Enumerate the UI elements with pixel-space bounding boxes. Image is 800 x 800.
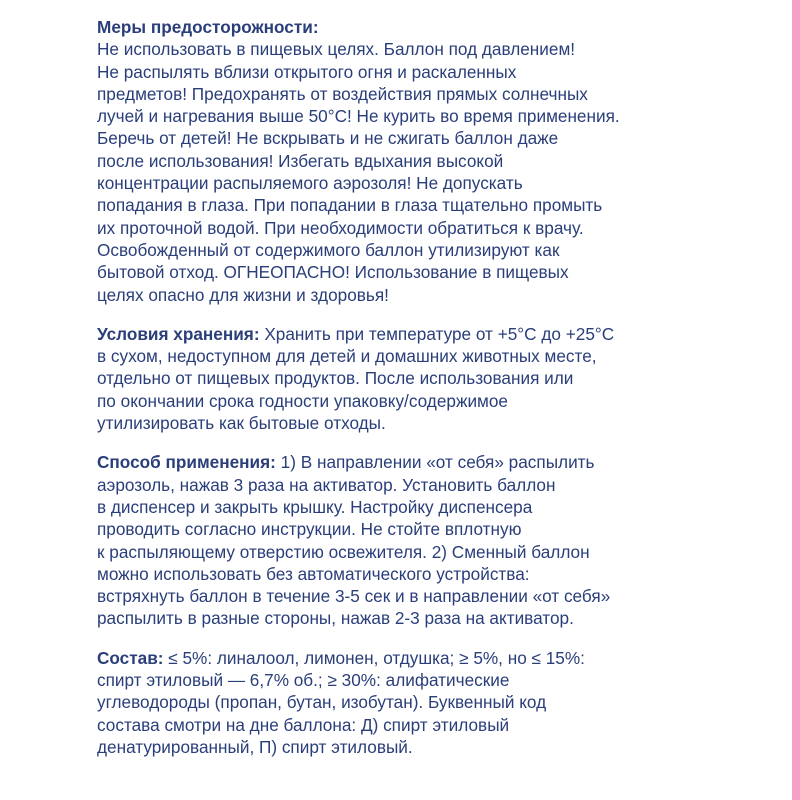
storage-section	[97, 323, 687, 434]
storage-first-line	[97, 323, 687, 345]
composition-line: углеводороды (пропан, бутан, изобутан). Буквенный код	[97, 692, 547, 713]
precautions-line: Беречь от детей! Не вскрывать и не сжигать баллон даже	[97, 128, 559, 149]
precautions-section	[97, 16, 687, 306]
pink-edge-strip	[792, 0, 800, 800]
usage-line: можно использовать без автоматического устройства:	[97, 563, 530, 584]
composition-line: денатурированный, П) спирт этиловый.	[97, 736, 413, 757]
usage-line: к распыляющему отверстию освежителя. 2) Сменный баллон	[97, 541, 590, 562]
precautions-heading: Меры предосторожности:	[97, 17, 319, 37]
precautions-line: Освобожденный от содержимого баллон утилизируют как	[97, 239, 560, 260]
precautions-line: после использования! Избегать вдыхания высокой	[97, 150, 504, 171]
precautions-line: целях опасно для жизни и здоровья!	[97, 284, 389, 305]
composition-first-line-text: ≤ 5%: линалоол, лимонен, отдушка; ≥ 5%, но ≤ 15%:	[163, 647, 585, 668]
composition-heading: Состав:	[97, 647, 164, 668]
usage-first-line-text: 1) В направлении «от себя» распылить	[275, 452, 595, 473]
precautions-line: концентрации распыляемого аэрозоля! Не допускать	[97, 173, 523, 194]
usage-line: распылить в разные стороны, нажав 2-3 раза на активатор.	[97, 608, 574, 629]
storage-first-line-text: Хранить при температуре от +5°С до +25°С	[259, 323, 615, 344]
usage-line: встряхнуть баллон в течение 3-5 сек и в направлении «от себя»	[97, 586, 611, 607]
precautions-line: попадания в глаза. При попадании в глаза тщательно промыть	[97, 195, 603, 216]
label-text-block	[97, 16, 687, 775]
composition-line: состава смотри на дне баллона: Д) спирт этиловый	[97, 714, 510, 735]
precautions-line: Не распылять вблизи открытого огня и раскаленных	[97, 61, 517, 82]
usage-heading: Способ применения:	[97, 452, 276, 473]
storage-line: утилизировать как бытовые отходы.	[97, 413, 386, 434]
usage-line: в диспенсер и закрыть крышку. Настройку диспенсера	[97, 496, 533, 517]
composition-section	[97, 647, 687, 758]
composition-first-line	[97, 647, 687, 669]
usage-section	[97, 451, 687, 629]
usage-first-line	[97, 451, 687, 473]
precautions-line: Не использовать в пищевых целях. Баллон под давлением!	[97, 39, 576, 60]
storage-line: по окончании срока годности упаковку/содержимое	[97, 390, 508, 411]
storage-line: в сухом, недоступном для детей и домашних животных месте,	[97, 346, 597, 367]
precautions-line: бытовой отход. ОГНЕОПАСНО! Использование в пищевых	[97, 262, 569, 283]
usage-line: аэрозоль, нажав 3 раза на активатор. Установить баллон	[97, 474, 556, 495]
precautions-line: предметов! Предохранять от воздействия прямых солнечных	[97, 83, 588, 104]
composition-line: спирт этиловый — 6,7% об.; ≥ 30%: алифатические	[97, 670, 510, 691]
storage-heading: Условия хранения:	[97, 323, 260, 344]
usage-line: проводить согласно инструкции. Не стойте вплотную	[97, 519, 522, 540]
precautions-line: их проточной водой. При необходимости обратиться к врачу.	[97, 217, 584, 238]
storage-line: отдельно от пищевых продуктов. После использования или	[97, 368, 574, 389]
precautions-line: лучей и нагревания выше 50°С! Не курить во время применения.	[97, 106, 620, 127]
